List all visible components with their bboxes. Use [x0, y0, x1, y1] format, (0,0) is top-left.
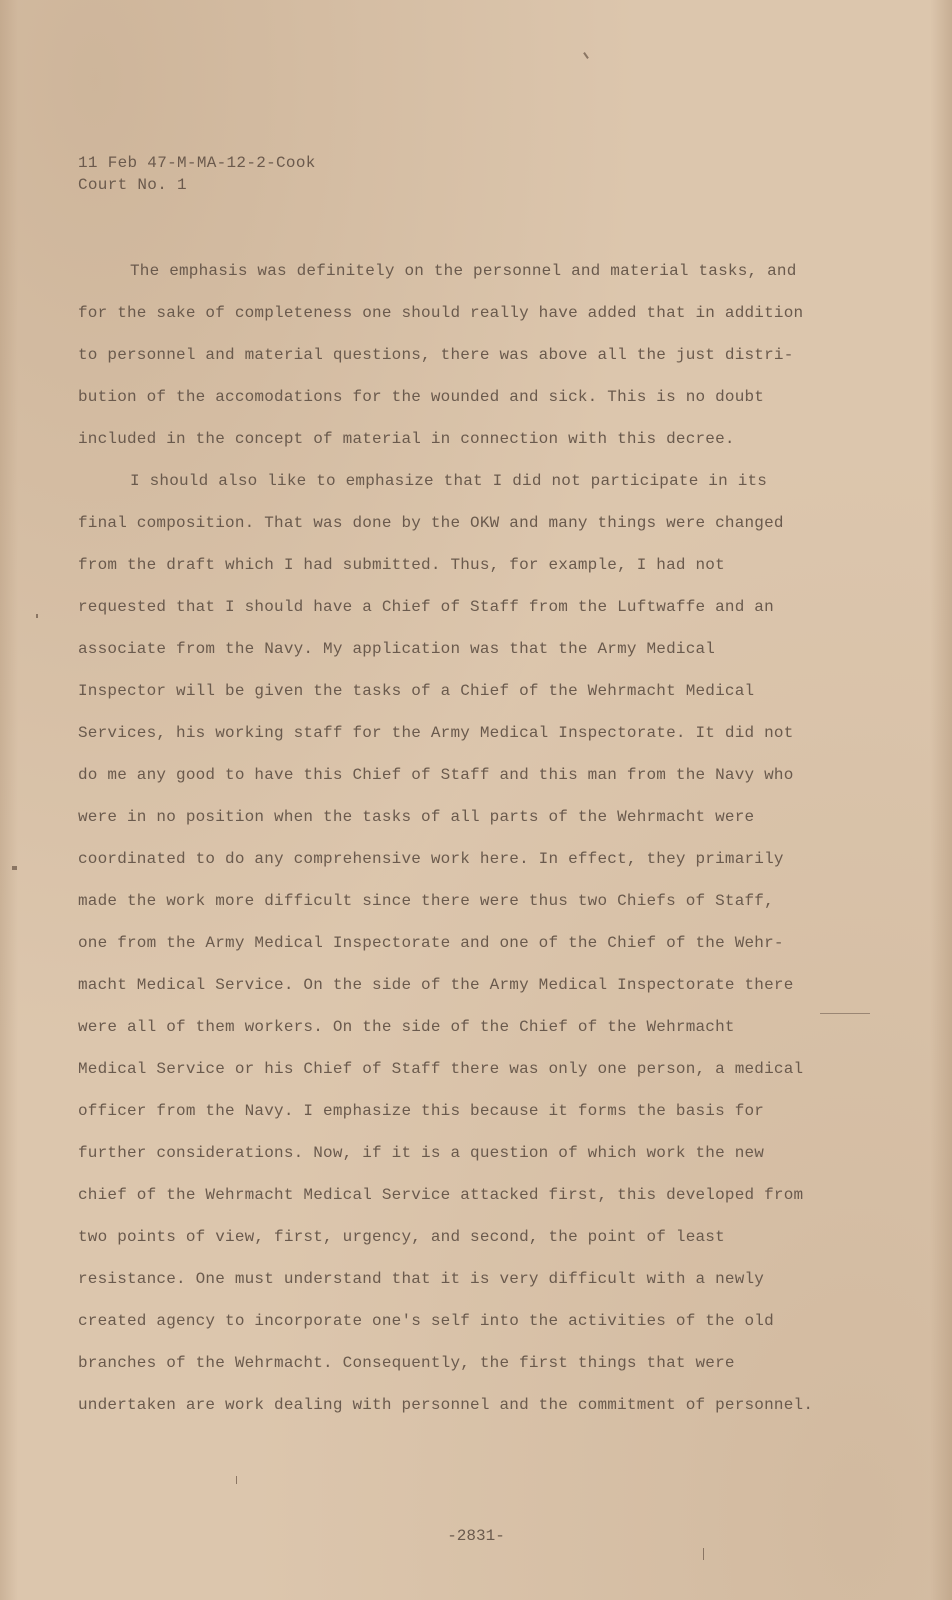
text-line: undertaken are work dealing with personnel and the commitment of personnel.: [78, 1396, 814, 1414]
text-line: officer from the Navy. I emphasize this because it forms the basis for: [78, 1102, 765, 1120]
text-line: one from the Army Medical Inspectorate and one of the Chief of the Wehr-: [78, 934, 784, 952]
text-line: included in the concept of material in connection with this decree.: [78, 430, 735, 448]
stray-mark: [703, 1548, 704, 1560]
text-line: branches of the Wehrmacht. Consequently, the first things that were: [78, 1354, 735, 1372]
text-line: Services, his working staff for the Army Medical Inspectorate. It did not: [78, 724, 794, 742]
text-line: The emphasis was definitely on the personnel and material tasks, and: [130, 262, 797, 280]
text-line: were in no position when the tasks of all parts of the Wehrmacht were: [78, 808, 755, 826]
text-line: further considerations. Now, if it is a question of which work the new: [78, 1144, 765, 1162]
text-line: from the draft which I had submitted. Thus, for example, I had not: [78, 556, 725, 574]
text-line: do me any good to have this Chief of Staff and this man from the Navy who: [78, 766, 794, 784]
text-line: requested that I should have a Chief of Staff from the Luftwaffe and an: [78, 598, 774, 616]
stray-mark: [820, 1013, 870, 1014]
text-line: macht Medical Service. On the side of the Army Medical Inspectorate there: [78, 976, 794, 994]
text-line: final composition. That was done by the OKW and many things were changed: [78, 514, 784, 532]
stray-mark: [12, 866, 17, 870]
text-line: Medical Service or his Chief of Staff there was only one person, a medical: [78, 1060, 804, 1078]
text-line: chief of the Wehrmacht Medical Service attacked first, this developed from: [78, 1186, 804, 1204]
text-line: two points of view, first, urgency, and second, the point of least: [78, 1228, 725, 1246]
transcript-body: [78, 250, 848, 1426]
text-line: created agency to incorporate one's self into the activities of the old: [78, 1312, 774, 1330]
header-court: Court No. 1: [78, 176, 187, 194]
document-header: [78, 152, 316, 196]
text-line: made the work more difficult since there were thus two Chiefs of Staff,: [78, 892, 774, 910]
header-reference: 11 Feb 47-M-MA-12-2-Cook: [78, 154, 316, 172]
text-line: coordinated to do any comprehensive work here. In effect, they primarily: [78, 850, 784, 868]
text-line: bution of the accomodations for the wounded and sick. This is no doubt: [78, 388, 765, 406]
text-line: Inspector will be given the tasks of a Chief of the Wehrmacht Medical: [78, 682, 755, 700]
text-line: for the sake of completeness one should really have added that in addition: [78, 304, 804, 322]
page-number: -2831-: [447, 1527, 505, 1545]
stray-mark: [583, 52, 589, 59]
text-line: associate from the Navy. My application was that the Army Medical: [78, 640, 716, 658]
text-line: to personnel and material questions, there was above all the just distri-: [78, 346, 794, 364]
text-line: I should also like to emphasize that I did not participate in its: [130, 472, 768, 490]
text-line: resistance. One must understand that it is very difficult with a newly: [78, 1270, 765, 1288]
stray-mark: [36, 614, 38, 618]
text-line: were all of them workers. On the side of the Chief of the Wehrmacht: [78, 1018, 735, 1036]
stray-mark: [236, 1476, 237, 1484]
